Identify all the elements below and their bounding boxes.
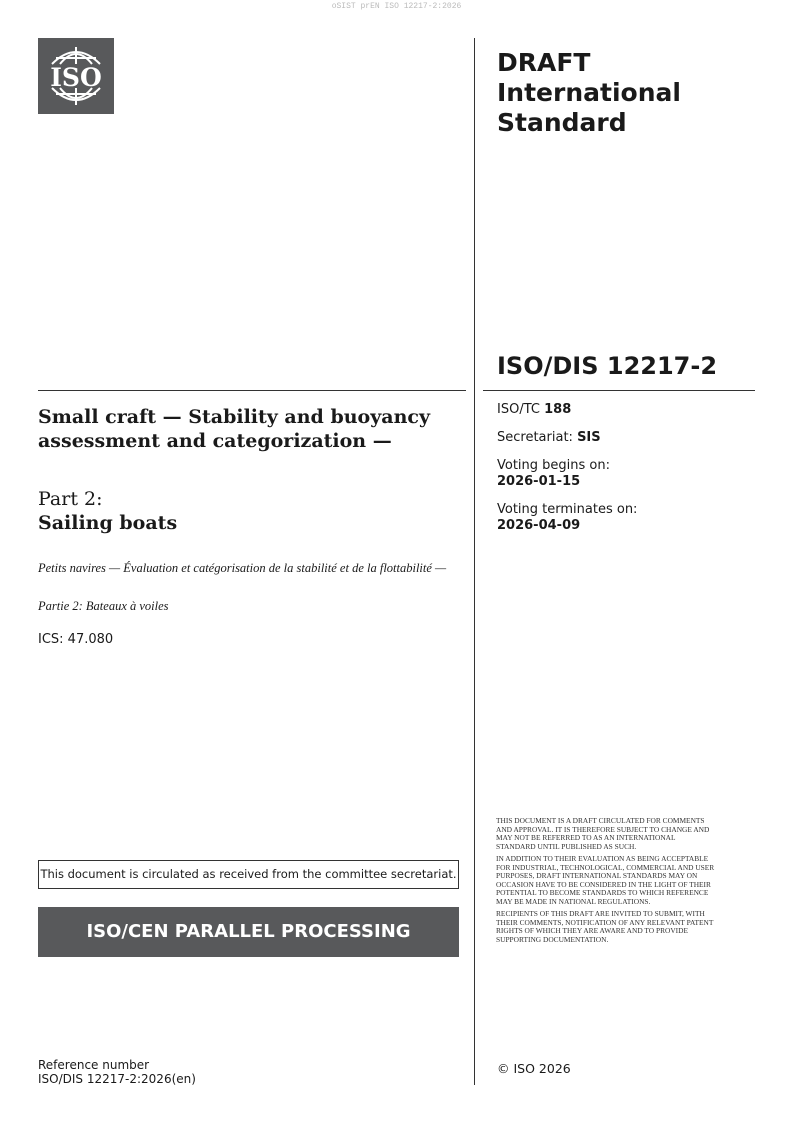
voting-begins-label: Voting begins on:	[497, 458, 611, 473]
part-heading	[38, 487, 177, 535]
parallel-processing-banner: ISO/CEN PARALLEL PROCESSING	[38, 907, 459, 957]
document-number: ISO/DIS 12217-2	[497, 352, 718, 380]
draft-label: DRAFT	[497, 48, 591, 77]
horizontal-rule-left	[38, 390, 466, 391]
standard-label: Standard	[497, 108, 627, 137]
french-title: Petits navires — Évaluation et catégorisation de la stabilité et de la flottabilité —	[38, 561, 447, 575]
secretariat	[497, 430, 601, 446]
tc-label: ISO/TC	[497, 402, 540, 417]
reference-label: Reference number	[38, 1058, 150, 1072]
watermark: oSIST prEN ISO 12217-2:2026	[331, 2, 462, 11]
document-title: Small craft — Stability and buoyancy assessment and categorization —	[38, 406, 431, 452]
international-label: International	[497, 78, 681, 107]
voting-begins-date: 2026-01-15	[497, 474, 581, 489]
french-part-title: Partie 2: Bateaux à voiles	[38, 599, 169, 613]
reference-value: ISO/DIS 12217-2:2026(en)	[38, 1072, 196, 1086]
svg-text:ISO: ISO	[50, 63, 102, 92]
part-title: Sailing boats	[38, 512, 178, 534]
voting-begins	[497, 458, 610, 490]
circulation-note: This document is circulated as received from the committee secretariat.	[38, 860, 459, 889]
reference-number	[38, 1058, 196, 1086]
draft-disclaimer	[496, 817, 716, 948]
ics-code: ICS: 47.080	[38, 632, 114, 647]
vertical-divider	[474, 38, 475, 1085]
document-type-heading	[497, 48, 757, 138]
copyright: © ISO 2026	[497, 1061, 571, 1076]
technical-committee	[497, 402, 571, 418]
voting-terminates-label: Voting terminates on:	[497, 502, 638, 517]
disclaimer-paragraph: IN ADDITION TO THEIR EVALUATION AS BEING ACCEPTABLE FOR INDUSTRIAL, TECHNOLOGICAL, COMMERCIAL AND USER PURPOSES, DRAFT INTERNATIONAL STANDARDS MAY ON OCCASION HAVE TO BE CONSIDERED IN THE LIGHT OF THEIR POTENTIAL TO BECOME STANDARDS TO WHICH REFERENCE MAY BE MADE IN NATIONAL REGULATIONS.	[496, 854, 715, 906]
part-label: Part 2:	[38, 488, 103, 510]
secretariat-label: Secretariat:	[497, 430, 573, 445]
tc-value: 188	[544, 402, 572, 417]
voting-terminates	[497, 502, 637, 534]
iso-logo	[38, 38, 114, 114]
horizontal-rule-right	[483, 390, 755, 391]
globe-icon	[38, 38, 114, 114]
disclaimer-paragraph: RECIPIENTS OF THIS DRAFT ARE INVITED TO SUBMIT, WITH THEIR COMMENTS, NOTIFICATION OF ANY RELEVANT PATENT RIGHTS OF WHICH THEY ARE AWARE AND TO PROVIDE SUPPORTING DOCUMENTATION.	[496, 909, 714, 944]
disclaimer-paragraph: THIS DOCUMENT IS A DRAFT CIRCULATED FOR COMMENTS AND APPROVAL. IT IS THEREFORE SUBJECT TO CHANGE AND MAY NOT BE REFERRED TO AS AN INTERNATIONAL STANDARD UNTIL PUBLISHED AS SUCH.	[496, 816, 710, 851]
secretariat-value: SIS	[577, 430, 601, 445]
voting-terminates-date: 2026-04-09	[497, 518, 581, 533]
